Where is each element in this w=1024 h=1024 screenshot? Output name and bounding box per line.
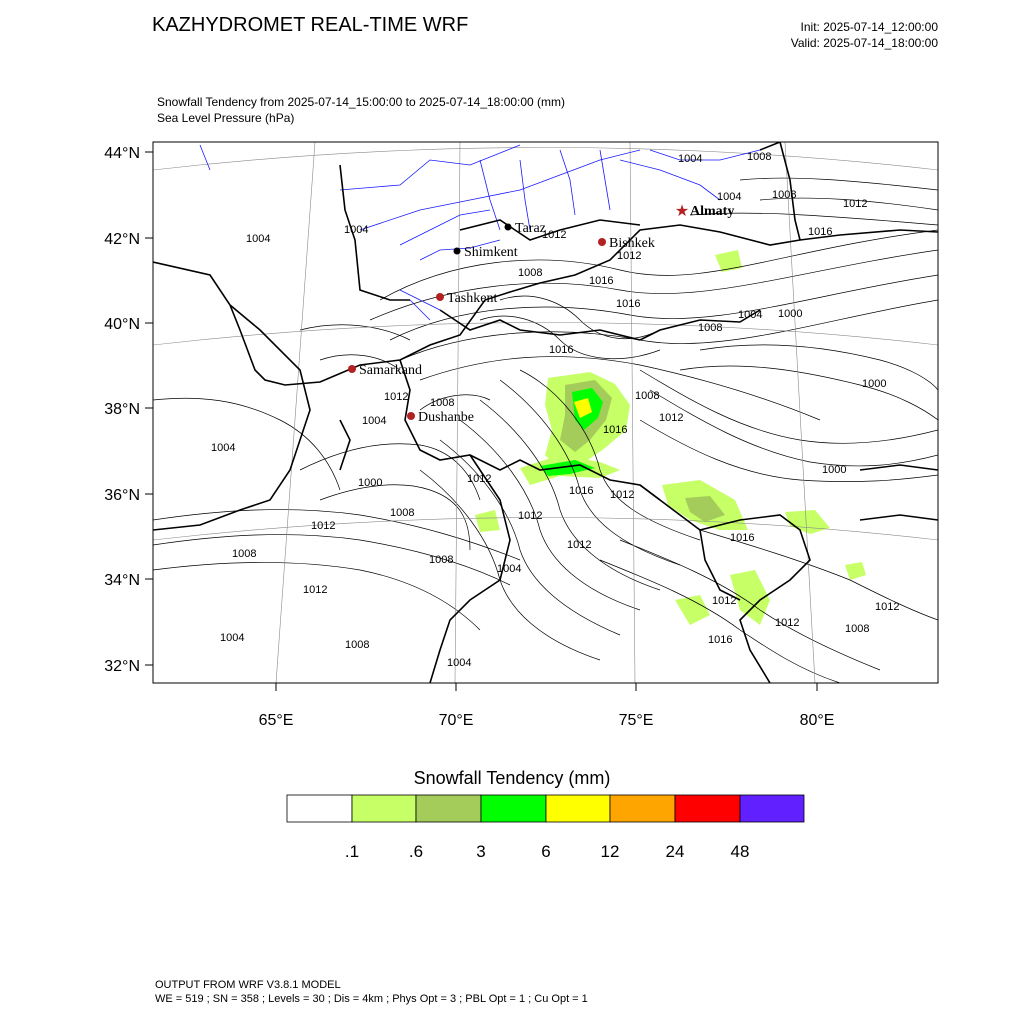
isobar-label: 1012 <box>875 601 900 613</box>
city-label-tashkent: Tashkent <box>447 291 498 306</box>
legend-tick-label: .6 <box>408 842 424 861</box>
isobar-label: 1012 <box>775 617 800 629</box>
isobar-label: 1012 <box>518 510 543 522</box>
lat-label: 36°N <box>104 487 140 504</box>
isobar-label: 1012 <box>610 489 635 501</box>
bishkek-marker <box>598 238 606 246</box>
lat-label: 38°N <box>104 401 140 418</box>
valid-time: Valid: 2025-07-14_18:00:00 <box>790 36 938 50</box>
legend-swatch <box>481 795 546 822</box>
lon-label: 75°E <box>618 712 654 729</box>
legend-swatch <box>610 795 675 822</box>
lat-label: 34°N <box>104 572 140 589</box>
isobar-label: 1012 <box>384 391 409 403</box>
legend-tick-label: 48 <box>730 842 750 861</box>
isobar-label: 1016 <box>808 226 833 238</box>
isobar-label: 1000 <box>822 464 847 476</box>
lat-label: 32°N <box>104 658 140 675</box>
almaty-star-icon: ★ <box>674 203 690 220</box>
samarkand-marker <box>348 365 356 373</box>
isobar-label: 1012 <box>712 595 737 607</box>
city-label-taraz: Taraz <box>515 221 546 236</box>
legend-swatch <box>416 795 481 822</box>
isobar-label: 1016 <box>708 634 733 646</box>
lon-label: 65°E <box>258 712 294 729</box>
isobar-label: 1016 <box>730 532 755 544</box>
dushanbe-marker <box>407 412 415 420</box>
isobar-label: 1016 <box>616 298 641 310</box>
legend-tick-label: 24 <box>665 842 685 861</box>
isobar-label: 1004 <box>220 632 245 644</box>
isobar-label: 1012 <box>617 250 642 262</box>
tashkent-marker <box>436 293 444 301</box>
legend-swatch <box>675 795 740 822</box>
isobar-label: 1008 <box>345 639 370 651</box>
isobar-label: 1000 <box>358 477 383 489</box>
isobar-label: 1016 <box>603 424 628 436</box>
pressure-field-title: Sea Level Pressure (hPa) <box>157 111 295 125</box>
isobar-label: 1008 <box>698 322 723 334</box>
legend-swatch <box>740 795 804 822</box>
isobar-label: 1004 <box>497 563 522 575</box>
shimkent-marker <box>454 248 461 255</box>
snowfall-field-title: Snowfall Tendency from 2025-07-14_15:00:00 to 2025-07-14_18:00:00 (mm) <box>157 95 566 109</box>
isobar-label: 1012 <box>467 473 492 485</box>
isobar-label: 1012 <box>567 539 592 551</box>
lat-label: 40°N <box>104 316 140 333</box>
isobar-label: 1008 <box>772 189 797 201</box>
isobar-label: 1012 <box>659 412 684 424</box>
legend-tick-label: 3 <box>476 842 486 861</box>
city-label-dushanbe: Dushanbe <box>418 410 474 425</box>
init-time: Init: 2025-07-14_12:00:00 <box>800 20 938 34</box>
isobar-label: 1004 <box>717 191 742 203</box>
isobar-label: 1008 <box>430 397 455 409</box>
main-title: KAZHYDROMET REAL-TIME WRF <box>152 14 469 36</box>
isobar-label: 1008 <box>429 554 454 566</box>
legend-swatch <box>546 795 610 822</box>
city-label-bishkek: Bishkek <box>609 236 655 251</box>
isobar-label: 1012 <box>311 520 336 532</box>
isobar-label: 1008 <box>747 151 772 163</box>
isobar-label: 1008 <box>390 507 415 519</box>
model-config-line: WE = 519 ; SN = 358 ; Levels = 30 ; Dis = 4km ; Phys Opt = 3 ; PBL Opt = 1 ; Cu Opt = 1 <box>155 993 588 1005</box>
legend-swatch <box>352 795 416 822</box>
isobar-label: 1016 <box>569 485 594 497</box>
isobar-label: 1012 <box>843 198 868 210</box>
isobar-label: 1016 <box>589 275 614 287</box>
city-label-shimkent: Shimkent <box>464 245 518 260</box>
isobar-label: 1000 <box>862 378 887 390</box>
isobar-label: 1004 <box>211 442 236 454</box>
legend-swatch <box>287 795 352 822</box>
isobar-label: 1004 <box>678 153 703 165</box>
lat-label: 42°N <box>104 231 140 248</box>
city-label-almaty: Almaty <box>690 204 735 219</box>
legend-tick-label: .1 <box>344 842 360 861</box>
isobar-label: 1004 <box>362 415 387 427</box>
isobar-label: 1012 <box>303 584 328 596</box>
isobar-label: 1008 <box>518 267 543 279</box>
model-info-line: OUTPUT FROM WRF V3.8.1 MODEL <box>155 979 341 991</box>
isobar-label: 1004 <box>344 224 369 236</box>
legend-tick-label: 12 <box>600 842 620 861</box>
isobar-label: 1008 <box>635 390 660 402</box>
isobar-label: 1004 <box>447 657 472 669</box>
legend-title: Snowfall Tendency (mm) <box>413 768 611 788</box>
isobar-label: 1012 <box>542 229 567 241</box>
lat-label: 44°N <box>104 145 140 162</box>
city-label-samarkand: Samarkand <box>359 363 422 378</box>
isobar-label: 1004 <box>738 309 763 321</box>
isobar-label: 1004 <box>246 233 271 245</box>
isobar-label: 1016 <box>549 344 574 356</box>
isobar-label: 1008 <box>845 623 870 635</box>
taraz-marker <box>505 224 512 231</box>
legend-colorbar <box>287 795 804 822</box>
lon-label: 80°E <box>799 712 835 729</box>
lon-label: 70°E <box>438 712 474 729</box>
isobar-label: 1008 <box>232 548 257 560</box>
legend-tick-label: 6 <box>541 842 551 861</box>
isobar-label: 1000 <box>778 308 803 320</box>
